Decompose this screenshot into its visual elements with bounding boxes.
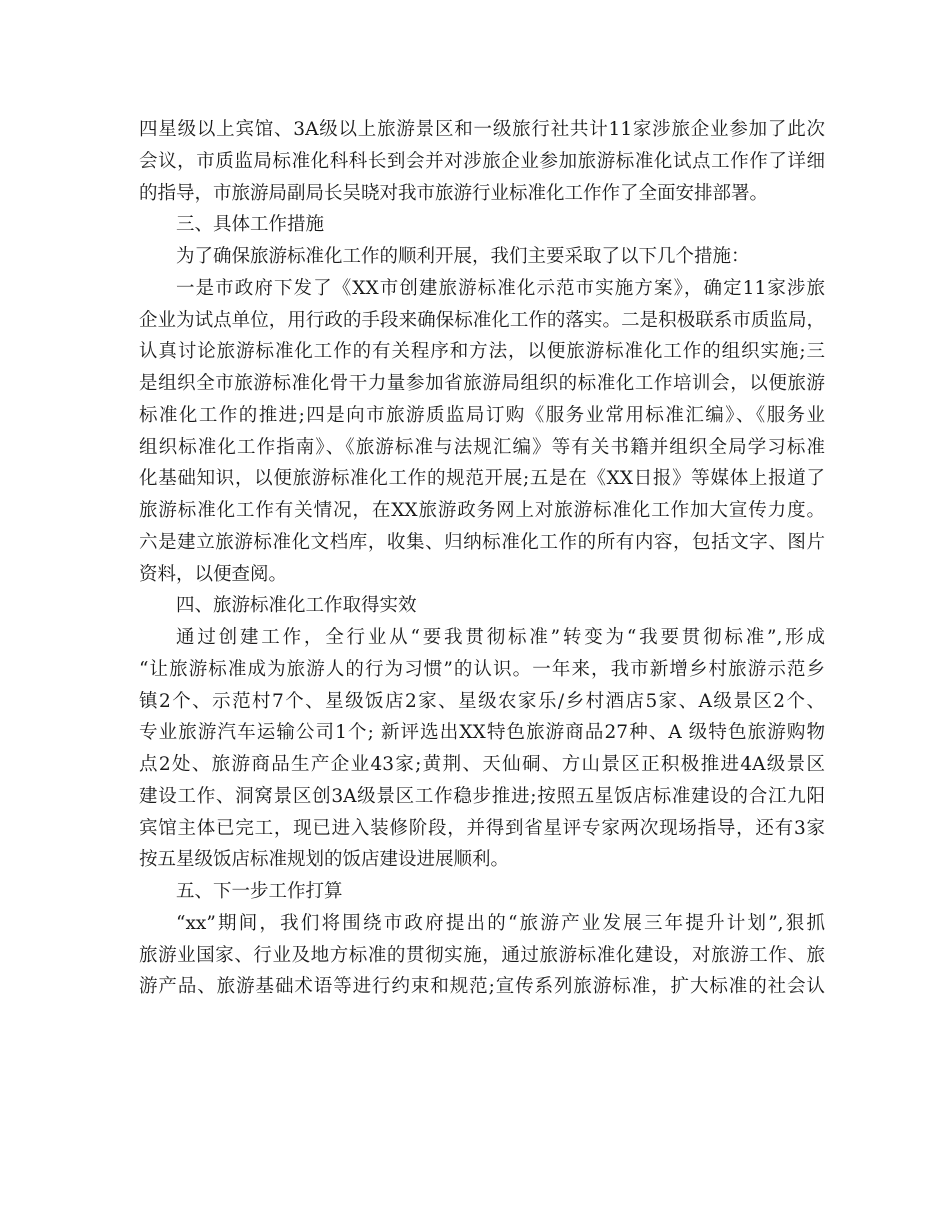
text-line: 的指导，市旅游局副局长吴晓对我市旅游行业标准化工作作了全面安排部署。 [139, 182, 769, 204]
text-line: 组织标准化工作指南》、《旅游标准与法规汇编》等有关书籍并组织全局学习标准 [139, 436, 825, 458]
section-heading: 四、旅游标准化工作取得实效 [176, 595, 417, 617]
text-line: 四星级以上宾馆、3A级以上旅游景区和一级旅行社共计11家涉旅企业参加了此次 [139, 119, 825, 140]
text-line: 为了确保旅游标准化工作的顺利开展，我们主要采取了以下几个措施： [176, 246, 750, 267]
text-line: 六是建立旅游标准化文档库，收集、归纳标准化工作的所有内容，包括文字、图片 [139, 531, 825, 553]
text-line: 专业旅游汽车运输公司1个; 新评选出XX特色旅游商品27种、A 级特色旅游购物 [139, 722, 825, 744]
text-line: 宾馆主体已完工，现已进入装修阶段，并得到省星评专家两次现场指导，还有3家 [139, 817, 825, 839]
text-line: 认真讨论旅游标准化工作的有关程序和方法，以便旅游标准化工作的组织实施;三 [139, 341, 825, 363]
text-line: 建设工作、洞窝景区创3A级景区工作稳步推进;按照五星饭店标准建设的合江九阳 [139, 785, 825, 807]
text-line: 旅游标准化工作有关情况，在XX旅游政务网上对旅游标准化工作加大宣传力度。 [139, 500, 825, 521]
text-line: 旅游业国家、行业及地方标准的贯彻实施，通过旅游标准化建设，对旅游工作、旅 [139, 944, 825, 966]
document-body [139, 114, 825, 1003]
text-line: 镇2个、示范村7个、星级饭店2家、星级农家乐/乡村酒店5家、A级景区2个、 [139, 690, 825, 712]
text-line: 游产品、旅游基础术语等进行约束和规范;宣传系列旅游标准，扩大标准的社会认 [139, 976, 825, 998]
text-line: “让旅游标准成为旅游人的行为习惯”的认识。一年来，我市新增乡村旅游示范乡 [139, 658, 825, 680]
text-line: 通过创建工作，全行业从“要我贯彻标准”转变为“我要贯彻标准”,形成 [176, 627, 825, 648]
text-line: 一是市政府下发了《XX市创建旅游标准化示范市实施方案》，确定11家涉旅 [176, 277, 825, 299]
text-line: 化基础知识，以便旅游标准化工作的规范开展;五是在《XX日报》等媒体上报道了 [139, 468, 825, 490]
text-line: 按五星级饭店标准规划的饭店建设进展顺利。 [139, 849, 510, 871]
text-line: 是组织全市旅游标准化骨干力量参加省旅游局组织的标准化工作培训会，以便旅游 [139, 373, 825, 394]
text-line: 标准化工作的推进;四是向市旅游质监局订购《服务业常用标准汇编》、《服务业 [139, 404, 825, 426]
text-line: 会议，市质监局标准化科科长到会并对涉旅企业参加旅游标准化试点工作作了详细 [139, 150, 825, 172]
text-line: 资料，以便查阅。 [139, 563, 288, 585]
text-line: 企业为试点单位，用行政的手段来确保标准化工作的落实。二是积极联系市质监局， [139, 309, 825, 331]
section-heading: 五、下一步工作打算 [176, 881, 343, 902]
text-line: 点2处、旅游商品生产企业43家;黄荆、天仙硐、方山景区正积极推进4A级景区 [139, 754, 825, 775]
text-line: “xx”期间，我们将围绕市政府提出的“旅游产业发展三年提升计划”,狠抓 [176, 912, 825, 934]
section-heading: 三、具体工作措施 [176, 214, 325, 236]
